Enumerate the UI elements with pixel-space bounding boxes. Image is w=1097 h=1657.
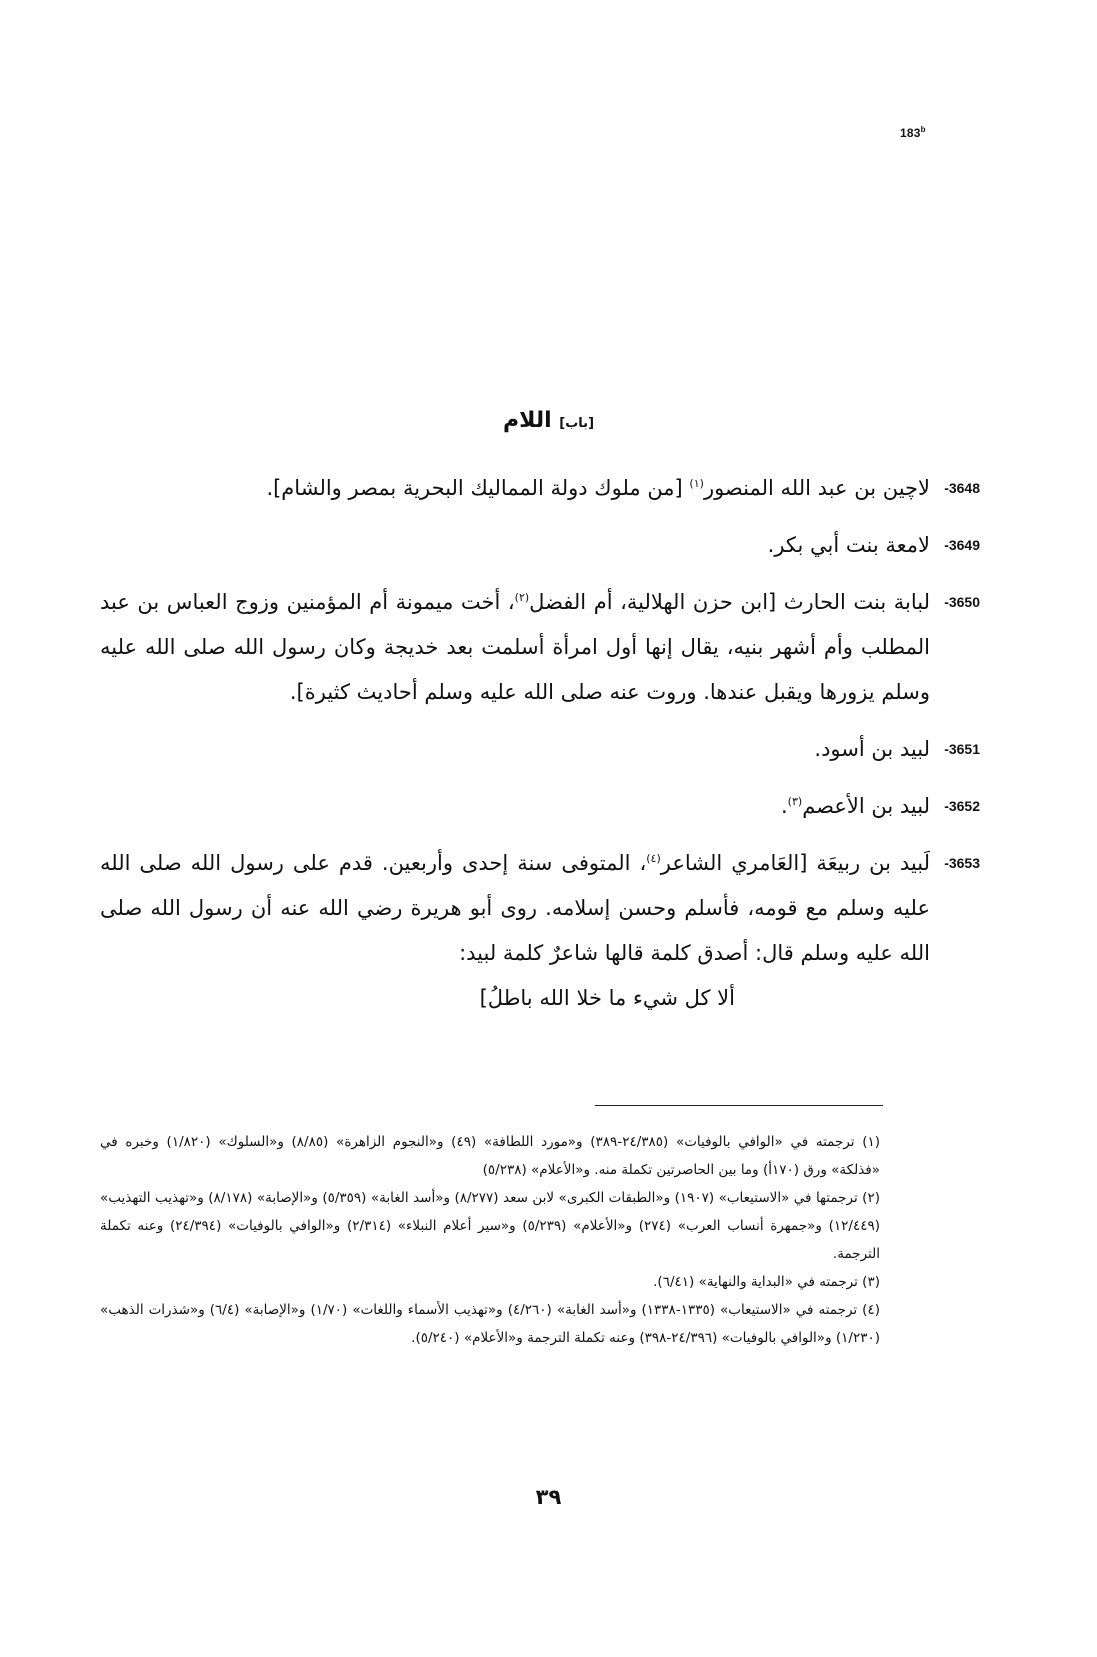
entry-name: لبيد بن الأعصم xyxy=(802,794,930,818)
entry-body: ، أخت ميمونة أم المؤمنين وزوج العباس بن عبد المطلب وأم أشهر بنيه، يقال إنها أول امرأة أسلمت بعد خديجة وكان رسول الله صلى الله عليه وسلم يزورها ويقبل عندها. وروت عنه صلى الله عليه وسلم أحاديث كثيرة]. xyxy=(100,590,930,704)
footnote-4: (٤) ترجمته في «الاستيعاب» (١٣٣٥-١٣٣٨) و«أسد الغابة» (٤/٢٦٠) و«تهذيب الأسماء واللغات» (١/٧٠) و«الإصابة» (٦/٤) و«شذرات الذهب» (١/٢٣٠) و«الوافي بالوفيات» (٢٤/٣٩٦-٣٩٨) وعنه تكملة الترجمة و«الأعلام» (٥/٢٤٠). xyxy=(100,1302,880,1346)
entry-number: -3649 xyxy=(944,537,980,553)
entry-text xyxy=(100,784,930,829)
entry-number: -3651 xyxy=(944,741,980,757)
poem-verse: ألا كل شيء ما خلا الله باطلُ] xyxy=(479,986,735,1010)
folio-number: 183 xyxy=(900,126,921,140)
entry-3650 xyxy=(100,580,980,715)
entry-text xyxy=(100,841,930,976)
entry-number: -3653 xyxy=(944,855,980,871)
footnote-ref: (٣) xyxy=(787,795,803,808)
entry-body: [من ملوك دولة المماليك البحرية بمصر والشام]. xyxy=(266,476,690,500)
entry-3652 xyxy=(100,784,980,829)
entry-number: -3652 xyxy=(944,798,980,814)
entry-name: لبيد بن أسود. xyxy=(814,737,930,761)
entry-list xyxy=(100,466,980,1033)
entry-number: -3648 xyxy=(944,480,980,496)
folio-marker xyxy=(900,125,926,140)
footnote-1: (١) ترجمته في «الوافي بالوفيات» (٢٤/٣٨٥-٣٨٩) و«مورد اللطافة» (٤٩) و«النجوم الزاهرة» (٨/٨٥) و«السلوك» (١/٨٢٠) وخبره في «فذلكة» ورق (١٧٠أ) وما بين الحاصرتين تكملة منه. و«الأعلام» (٥/٢٣٨) xyxy=(100,1134,881,1178)
entry-text xyxy=(100,580,930,715)
footnote-ref: (٢) xyxy=(514,591,530,604)
footnote-2: (٢) ترجمتها في «الاستيعاب» (١٩٠٧) و«الطبقات الكبرى» لابن سعد (٨/٢٧٧) و«أسد الغابة» (٥/٣٥٩) و«الإصابة» (٨/١٧٨) و«تهذيب التهذيب» (١٢/٤٤٩) و«جمهرة أنساب العرب» (٢٧٤) و«الأعلام» (٥/٢٣٩) و«سير أعلام النبلاء» (٢/٣١٤) و«الوافي بالوفيات» (٢٤/٣٩٤) وعنه تكملة الترجمة. xyxy=(100,1190,880,1262)
entry-3653 xyxy=(100,841,980,1021)
entry-text xyxy=(100,727,930,772)
folio-side: b xyxy=(920,125,926,134)
section-heading-label: [باب] xyxy=(559,416,595,431)
footnote-3: (٣) ترجمته في «البداية والنهاية» (٦/٤١). xyxy=(653,1274,880,1290)
footnote-ref: (١) xyxy=(689,477,704,490)
entry-name: لامعة بنت أبي بكر. xyxy=(767,533,930,557)
entry-3651 xyxy=(100,727,980,772)
section-heading-title: اللام xyxy=(502,408,552,433)
entry-name: لَبيد بن ربيعَة [العَامري الشاعر xyxy=(660,851,930,875)
entry-3649 xyxy=(100,523,980,568)
entry-name: لبابة بنت الحارث [ابن حزن الهلالية، أم الفضل xyxy=(529,590,930,614)
entry-body: ، المتوفى سنة إحدى وأربعين. قدم على رسول الله صلى الله عليه وسلم مع قومه، فأسلم وحسن إسلامه. روى أبو هريرة رضي الله عنه أن رسول الله صلى الله عليه وسلم قال: أصدق كلمة قالها شاعرٌ كلمة لبيد: xyxy=(100,851,930,965)
entry-number: -3650 xyxy=(944,594,980,610)
entry-name: لاچين بن عبد الله المنصور xyxy=(703,476,930,500)
section-heading xyxy=(0,408,1097,433)
page-number: ٣٩ xyxy=(535,1485,562,1509)
entry-text xyxy=(100,523,930,568)
entry-text xyxy=(100,466,930,511)
entry-3648 xyxy=(100,466,980,511)
footnotes xyxy=(100,1128,880,1352)
footnote-ref: (٤) xyxy=(646,852,661,865)
entry-body: . xyxy=(780,794,788,818)
footnote-separator xyxy=(595,1105,883,1106)
